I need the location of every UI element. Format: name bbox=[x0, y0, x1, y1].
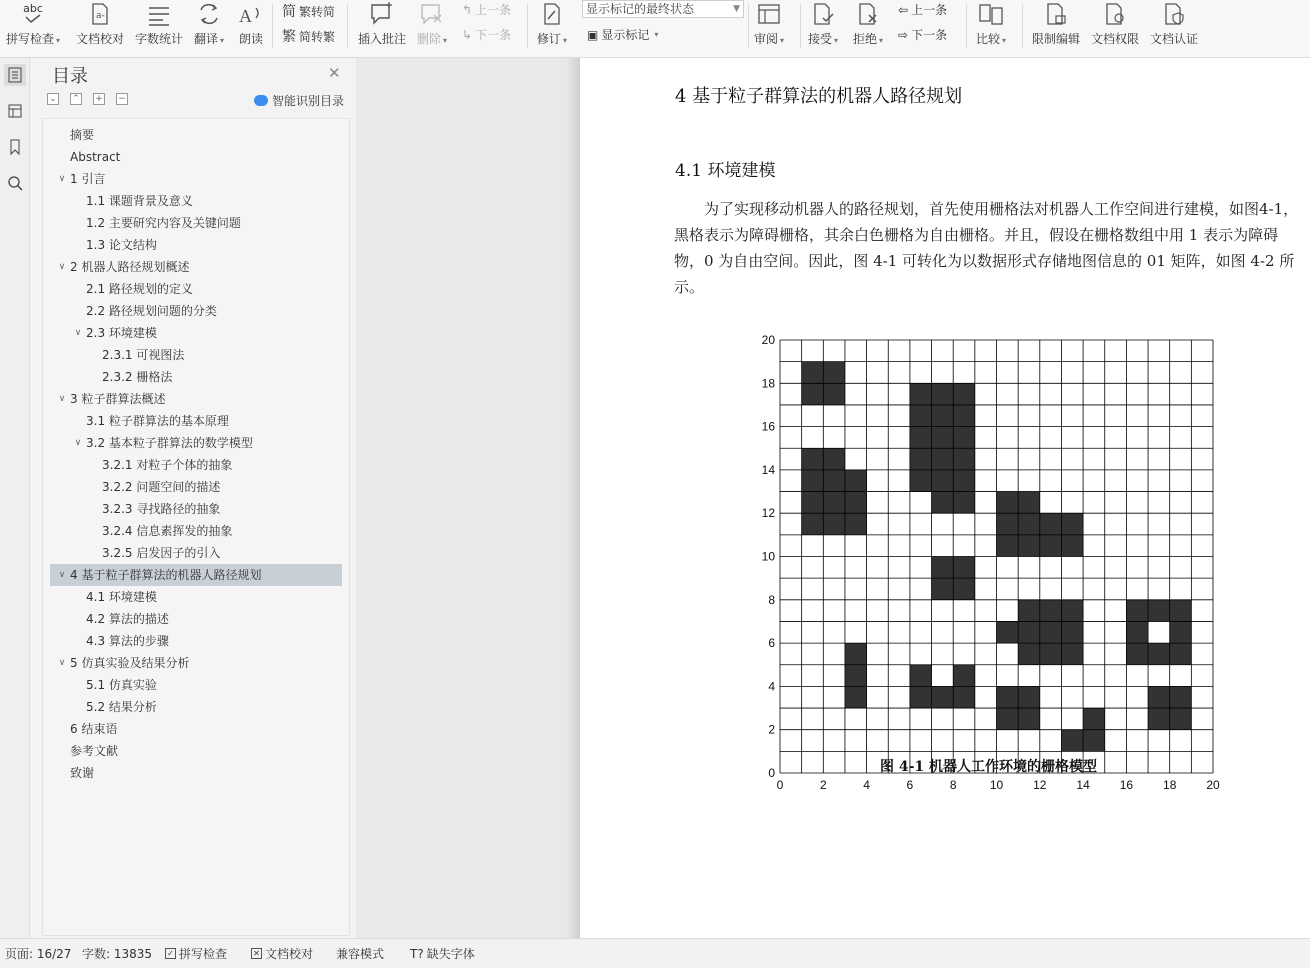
bookmark-icon[interactable] bbox=[4, 136, 26, 158]
ribbon-separator bbox=[748, 4, 749, 48]
toc-item[interactable] bbox=[50, 146, 342, 168]
workspace-margin bbox=[356, 58, 580, 938]
spell-check-button[interactable]: abc 拼写检查 ▾ bbox=[6, 1, 61, 46]
obstacle-cell bbox=[845, 513, 867, 535]
toc-item-label: 5.1 仿真实验 bbox=[86, 678, 157, 692]
obstacle-cell bbox=[823, 492, 845, 514]
simp-to-trad-button[interactable]: 繁 简转繁 bbox=[282, 26, 335, 46]
toc-pane bbox=[30, 58, 356, 938]
obstacle-cell bbox=[953, 427, 975, 449]
obstacle-cell bbox=[1040, 621, 1062, 643]
prev-comment-icon: ↰ bbox=[462, 2, 473, 17]
read-aloud-button[interactable] bbox=[238, 0, 264, 50]
minus-icon[interactable]: − bbox=[116, 93, 128, 105]
expand-icon[interactable]: ⌄ bbox=[47, 93, 59, 105]
y-tick-label: 2 bbox=[768, 722, 775, 737]
ai-cloud-icon bbox=[254, 95, 268, 106]
obstacle-cell bbox=[1126, 621, 1148, 643]
chevron-down-icon[interactable]: ∨ bbox=[58, 174, 66, 184]
obstacle-cell bbox=[932, 427, 954, 449]
body-paragraph: 为了实现移动机器人的路径规划，首先使用栅格法对机器人工作空间进行建模，如图4-1，黑格表示为障碍栅格，其余白色栅格为自由栅格。并且，假设在栅格数组中用 1 表示为障碍物，0 为自由空间。因此，图 4-1 可转化为以数据形式存储地图信息的 01 矩阵，如图 4-2 所示。 bbox=[674, 200, 1299, 296]
toc-item-label: 4.1 环境建模 bbox=[86, 590, 157, 604]
obstacle-cell bbox=[802, 448, 824, 470]
toc-item[interactable] bbox=[50, 718, 342, 740]
compat-mode: 兼容模式 bbox=[336, 947, 385, 961]
obstacle-cell bbox=[1018, 686, 1040, 708]
figure-caption: 图 4-1 机器人工作环境的栅格模型 bbox=[880, 759, 1098, 775]
toc-item[interactable] bbox=[50, 124, 342, 146]
obstacle-cell bbox=[953, 557, 975, 579]
obstacle-cell bbox=[953, 383, 975, 405]
proof-box-icon: ✕ bbox=[251, 948, 262, 959]
toc-item[interactable] bbox=[50, 344, 342, 366]
toc-item-label: Abstract bbox=[70, 150, 121, 164]
delete-comment-button[interactable]: 删除 ▾ bbox=[417, 0, 447, 50]
toc-item-label: 3 粒子群算法概述 bbox=[70, 392, 166, 406]
toc-item-label: 5 仿真实验及结果分析 bbox=[70, 656, 190, 670]
toc-item[interactable] bbox=[50, 520, 342, 542]
toc-item-label: 3.2.1 对粒子个体的抽象 bbox=[102, 458, 233, 472]
comment-icon bbox=[369, 0, 395, 26]
obstacle-cell bbox=[1018, 535, 1040, 557]
toc-tools bbox=[47, 93, 128, 105]
toc-item[interactable] bbox=[50, 410, 342, 432]
toc-item-label: 5.2 结果分析 bbox=[86, 700, 157, 714]
toc-item-label: 1 引言 bbox=[70, 172, 106, 186]
obstacle-cell bbox=[953, 578, 975, 600]
page-indicator[interactable]: 页面: 16/27 bbox=[5, 947, 72, 961]
page-shadow bbox=[566, 58, 580, 938]
shield-doc-icon bbox=[1162, 0, 1186, 26]
ribbon-separator bbox=[966, 4, 967, 48]
obstacle-cell bbox=[1148, 686, 1170, 708]
toc-item-label: 1.1 课题背景及意义 bbox=[86, 194, 193, 208]
obstacle-cell bbox=[1018, 643, 1040, 665]
ribbon-toolbar bbox=[0, 0, 1310, 58]
status-spell-check[interactable]: ✓ 拼写检查 bbox=[165, 945, 227, 962]
toc-item[interactable] bbox=[50, 256, 342, 278]
y-tick-label: 18 bbox=[761, 376, 775, 391]
ribbon-separator bbox=[527, 4, 528, 48]
obstacle-cell bbox=[1148, 600, 1170, 622]
toc-item[interactable] bbox=[50, 674, 342, 696]
doc-cert-button[interactable]: 文档认证 bbox=[1150, 0, 1198, 50]
y-tick-label: 10 bbox=[761, 549, 775, 564]
toc-item[interactable] bbox=[50, 366, 342, 388]
obstacle-cell bbox=[1126, 643, 1148, 665]
y-tick-label: 4 bbox=[768, 679, 775, 694]
read-aloud-icon bbox=[238, 0, 264, 26]
obstacle-cell bbox=[1170, 600, 1192, 622]
obstacle-cell bbox=[1170, 686, 1192, 708]
obstacle-cell bbox=[953, 665, 975, 687]
ribbon-separator bbox=[1022, 4, 1023, 48]
obstacle-cell bbox=[1061, 730, 1083, 752]
add-icon[interactable]: + bbox=[93, 93, 105, 105]
toc-item[interactable] bbox=[50, 322, 342, 344]
obstacle-cell bbox=[1083, 708, 1105, 730]
compare-icon bbox=[978, 0, 1004, 26]
toc-item[interactable] bbox=[50, 476, 342, 498]
toc-item-label: 6 结束语 bbox=[70, 722, 118, 736]
toc-item[interactable] bbox=[50, 762, 342, 784]
obstacle-cell bbox=[1061, 513, 1083, 535]
toc-item-label: 2.2 路径规划问题的分类 bbox=[86, 304, 217, 318]
y-tick-label: 14 bbox=[761, 462, 775, 477]
obstacle-cell bbox=[845, 686, 867, 708]
status-bar bbox=[0, 938, 1310, 968]
x-tick-label: 20 bbox=[1206, 778, 1220, 792]
heading-2: 4.1 环境建模 bbox=[675, 161, 776, 181]
toc-item[interactable] bbox=[50, 498, 342, 520]
show-markup-button[interactable]: ▣ 显示标记 ▾ bbox=[587, 27, 659, 42]
compare-button[interactable]: 比较 ▾ bbox=[976, 0, 1006, 50]
trad-simp-icon: 简 bbox=[282, 4, 296, 20]
toc-item[interactable] bbox=[50, 278, 342, 300]
obstacle-cell bbox=[910, 470, 932, 492]
obstacle-cell bbox=[1040, 643, 1062, 665]
obstacle-cell bbox=[823, 470, 845, 492]
obstacle-cell bbox=[997, 492, 1019, 514]
obstacle-cell bbox=[1040, 535, 1062, 557]
obstacle-cell bbox=[953, 448, 975, 470]
insert-comment-button[interactable] bbox=[358, 0, 406, 50]
toc-item-label: 3.2 基本粒子群算法的数学模型 bbox=[86, 436, 253, 450]
toc-item[interactable] bbox=[50, 740, 342, 762]
toc-item-label: 3.2.3 寻找路径的抽象 bbox=[102, 502, 221, 516]
toc-item-label: 2 机器人路径规划概述 bbox=[70, 260, 190, 274]
lock-doc-icon bbox=[1044, 0, 1068, 26]
toc-item[interactable] bbox=[50, 190, 342, 212]
prev-change-icon: ⇦ bbox=[898, 2, 909, 17]
obstacle-cell bbox=[910, 427, 932, 449]
obstacle-cell bbox=[1061, 643, 1083, 665]
obstacle-cell bbox=[932, 557, 954, 579]
x-tick-label: 4 bbox=[863, 778, 870, 792]
x-tick-label: 10 bbox=[989, 778, 1004, 792]
toc-item-label: 1.3 论文结构 bbox=[86, 238, 157, 252]
toc-title: 目录 bbox=[52, 66, 88, 87]
reject-button[interactable]: 拒绝 ▾ bbox=[853, 0, 883, 50]
toc-item-label: 3.2.4 信息素挥发的抽象 bbox=[102, 524, 233, 538]
chevron-down-icon: ▼ bbox=[733, 4, 740, 14]
obstacle-cell bbox=[932, 405, 954, 427]
word-count-button[interactable] bbox=[135, 0, 183, 50]
obstacle-cell bbox=[1018, 708, 1040, 730]
restrict-edit-button[interactable]: 限制编辑 bbox=[1032, 0, 1080, 50]
close-icon[interactable]: ✕ bbox=[328, 64, 341, 82]
toc-item-label: 1.2 主要研究内容及关键问题 bbox=[86, 216, 241, 230]
obstacle-cell bbox=[932, 686, 954, 708]
toc-item[interactable] bbox=[50, 586, 342, 608]
obstacle-cell bbox=[802, 513, 824, 535]
svg-text:a-: a- bbox=[96, 11, 105, 21]
revise-button[interactable]: 修订 ▾ bbox=[537, 0, 567, 50]
obstacle-cell bbox=[1018, 513, 1040, 535]
spell-check-icon: abc bbox=[22, 0, 44, 26]
toc-item[interactable] bbox=[50, 630, 342, 652]
toc-item[interactable] bbox=[50, 168, 342, 190]
chevron-down-icon[interactable]: ∨ bbox=[58, 570, 66, 580]
obstacle-cell bbox=[1083, 730, 1105, 752]
toc-item-label: 3.2.2 问题空间的描述 bbox=[102, 480, 221, 494]
prev-comment-button[interactable]: ↰ 上一条 bbox=[462, 2, 512, 17]
word-count-label: 字数统计 bbox=[135, 32, 184, 46]
obstacle-cell bbox=[1170, 621, 1192, 643]
obstacle-cell bbox=[932, 448, 954, 470]
chevron-down-icon[interactable]: ∨ bbox=[58, 658, 66, 668]
structure-icon[interactable] bbox=[4, 100, 26, 122]
missing-font-button[interactable]: T? 缺失字体 bbox=[410, 946, 475, 961]
obstacle-cell bbox=[910, 383, 932, 405]
obstacle-cell bbox=[910, 405, 932, 427]
prev-change-button[interactable]: ⇦ 上一条 bbox=[898, 2, 948, 17]
obstacle-cell bbox=[845, 492, 867, 514]
y-tick-label: 20 bbox=[761, 333, 775, 347]
doc-rights-icon bbox=[1103, 0, 1127, 26]
ribbon-separator bbox=[272, 4, 273, 48]
toc-item[interactable] bbox=[50, 388, 342, 410]
accept-icon bbox=[811, 0, 835, 26]
chevron-down-icon[interactable]: ∨ bbox=[74, 438, 82, 448]
next-comment-button[interactable]: ↳ 下一条 bbox=[462, 27, 512, 42]
x-tick-label: 12 bbox=[1033, 778, 1047, 792]
x-tick-label: 6 bbox=[906, 778, 914, 792]
obstacle-cell bbox=[910, 448, 932, 470]
obstacle-cell bbox=[997, 708, 1019, 730]
word-count-indicator[interactable]: 字数: 13835 bbox=[82, 947, 153, 961]
show-markup-icon: ▣ bbox=[587, 27, 599, 42]
obstacle-cell bbox=[1126, 600, 1148, 622]
doc-proof-button[interactable] bbox=[76, 0, 124, 50]
obstacle-cell bbox=[802, 383, 824, 405]
chevron-down-icon[interactable]: ∨ bbox=[58, 394, 66, 404]
obstacle-cell bbox=[1170, 643, 1192, 665]
obstacle-cell bbox=[997, 513, 1019, 535]
revise-icon bbox=[541, 0, 563, 26]
spell-check-label: 拼写检查 bbox=[6, 32, 55, 46]
obstacle-cell bbox=[910, 686, 932, 708]
obstacle-cell bbox=[1018, 600, 1040, 622]
accept-button[interactable]: 接受 ▾ bbox=[808, 0, 838, 50]
x-tick-label: 16 bbox=[1119, 778, 1134, 792]
x-tick-label: 8 bbox=[949, 778, 957, 792]
toc-item-label: 3.2.5 启发因子的引入 bbox=[102, 546, 221, 560]
toc-item[interactable] bbox=[50, 564, 342, 586]
toc-item-label: 4 基于粒子群算法的机器人路径规划 bbox=[70, 568, 262, 582]
obstacle-cell bbox=[910, 665, 932, 687]
obstacle-cell bbox=[1061, 535, 1083, 557]
ribbon-separator bbox=[347, 4, 348, 48]
chevron-down-icon[interactable]: ∨ bbox=[58, 262, 66, 272]
word-count-icon bbox=[147, 0, 171, 26]
check-box-icon: ✓ bbox=[165, 948, 176, 959]
ribbon-separator bbox=[800, 4, 801, 48]
doc-rights-button[interactable]: 文档权限 bbox=[1091, 0, 1139, 50]
read-aloud-label: 朗读 bbox=[238, 32, 263, 46]
obstacle-cell bbox=[845, 470, 867, 492]
x-tick-label: 0 bbox=[776, 778, 784, 792]
doc-proof-icon bbox=[89, 0, 111, 26]
obstacle-cell bbox=[953, 492, 975, 514]
doc-proof-label: 文档校对 bbox=[76, 32, 125, 46]
toc-item[interactable] bbox=[50, 234, 342, 256]
review-button[interactable]: 审阅 ▾ bbox=[754, 0, 784, 50]
obstacle-cell bbox=[1061, 600, 1083, 622]
obstacle-cell bbox=[802, 470, 824, 492]
toc-item-label: 2.1 路径规划的定义 bbox=[86, 282, 193, 296]
obstacle-cell bbox=[953, 470, 975, 492]
toc-item-label: 2.3.1 可视图法 bbox=[102, 348, 185, 362]
toc-item[interactable] bbox=[50, 300, 342, 322]
obstacle-cell bbox=[932, 383, 954, 405]
x-tick-label: 14 bbox=[1076, 778, 1090, 792]
obstacle-cell bbox=[802, 362, 824, 384]
toc-item-label: 3.1 粒子群算法的基本原理 bbox=[86, 414, 229, 428]
svg-text:A: A bbox=[239, 6, 252, 26]
font-icon: T? bbox=[410, 946, 424, 961]
obstacle-cell bbox=[1040, 600, 1062, 622]
status-doc-proof[interactable]: ✕ 文档校对 bbox=[251, 945, 313, 962]
obstacle-cell bbox=[823, 362, 845, 384]
chevron-down-icon[interactable]: ∨ bbox=[74, 328, 82, 338]
y-tick-label: 6 bbox=[768, 636, 775, 651]
toc-item[interactable] bbox=[50, 608, 342, 630]
toc-list bbox=[42, 118, 350, 936]
y-tick-label: 12 bbox=[761, 506, 775, 521]
review-pane-icon bbox=[757, 0, 781, 26]
obstacle-cell bbox=[1148, 708, 1170, 730]
toc-item[interactable] bbox=[50, 542, 342, 564]
y-tick-label: 8 bbox=[768, 592, 775, 607]
obstacle-cell bbox=[953, 405, 975, 427]
side-icon-bar bbox=[0, 58, 30, 938]
toc-panel-icon[interactable] bbox=[4, 64, 26, 86]
next-change-button[interactable]: ⇨ 下一条 bbox=[898, 27, 948, 42]
next-change-icon: ⇨ bbox=[898, 27, 909, 42]
obstacle-cell bbox=[932, 492, 954, 514]
obstacle-cell bbox=[1018, 492, 1040, 514]
obstacle-cell bbox=[845, 643, 867, 665]
obstacle-cell bbox=[823, 383, 845, 405]
obstacle-cell bbox=[997, 621, 1019, 643]
translate-icon bbox=[197, 0, 221, 26]
simp-trad-icon: 繁 bbox=[282, 29, 296, 45]
insert-comment-label: 插入批注 bbox=[358, 32, 407, 46]
y-tick-label: 16 bbox=[761, 419, 775, 434]
toc-item-label: 4.3 算法的步骤 bbox=[86, 634, 169, 648]
obstacle-cell bbox=[997, 686, 1019, 708]
obstacle-cell bbox=[1018, 621, 1040, 643]
markup-state-dropdown[interactable]: 显示标记的最终状态 ▼ bbox=[582, 0, 744, 18]
toc-item[interactable] bbox=[50, 454, 342, 476]
reject-icon bbox=[856, 0, 880, 26]
translate-label: 翻译 bbox=[194, 32, 219, 46]
translate-button[interactable]: 翻译 ▾ bbox=[194, 0, 224, 50]
x-tick-label: 2 bbox=[819, 778, 827, 792]
x-tick-label: 18 bbox=[1163, 778, 1177, 792]
toc-item[interactable] bbox=[50, 696, 342, 718]
toc-item[interactable] bbox=[50, 652, 342, 674]
obstacle-cell bbox=[823, 513, 845, 535]
obstacle-cell bbox=[1040, 513, 1062, 535]
heading-1: 4 基于粒子群算法的机器人路径规划 bbox=[675, 86, 963, 107]
toc-item-label: 摘要 bbox=[70, 128, 95, 142]
toc-item-label: 4.2 算法的描述 bbox=[86, 612, 169, 626]
smart-toc-button[interactable]: 智能识别目录 bbox=[254, 92, 344, 109]
obstacle-cell bbox=[997, 535, 1019, 557]
toc-item-label: 2.3.2 栅格法 bbox=[102, 370, 173, 384]
obstacle-cell bbox=[932, 470, 954, 492]
toc-item-label: 致谢 bbox=[70, 766, 95, 780]
toc-item-label: 2.3 环境建模 bbox=[86, 326, 157, 340]
next-comment-icon: ↳ bbox=[462, 27, 473, 42]
search-icon[interactable] bbox=[4, 172, 26, 194]
trad-to-simp-button[interactable]: 简 繁转简 bbox=[282, 1, 335, 21]
delete-comment-icon bbox=[419, 0, 445, 26]
obstacle-cell bbox=[1170, 708, 1192, 730]
obstacle-cell bbox=[845, 665, 867, 687]
obstacle-cell bbox=[1148, 643, 1170, 665]
y-tick-label: 0 bbox=[768, 766, 775, 780]
obstacle-cell bbox=[1061, 621, 1083, 643]
toc-item-label: 参考文献 bbox=[70, 744, 119, 758]
obstacle-cell bbox=[932, 578, 954, 600]
collapse-icon[interactable]: ⌃ bbox=[70, 93, 82, 105]
obstacle-cell bbox=[823, 448, 845, 470]
toc-item[interactable] bbox=[50, 432, 342, 454]
obstacle-cell bbox=[802, 492, 824, 514]
document-page[interactable] bbox=[580, 58, 1310, 938]
obstacle-cell bbox=[953, 686, 975, 708]
toc-item[interactable] bbox=[50, 212, 342, 234]
